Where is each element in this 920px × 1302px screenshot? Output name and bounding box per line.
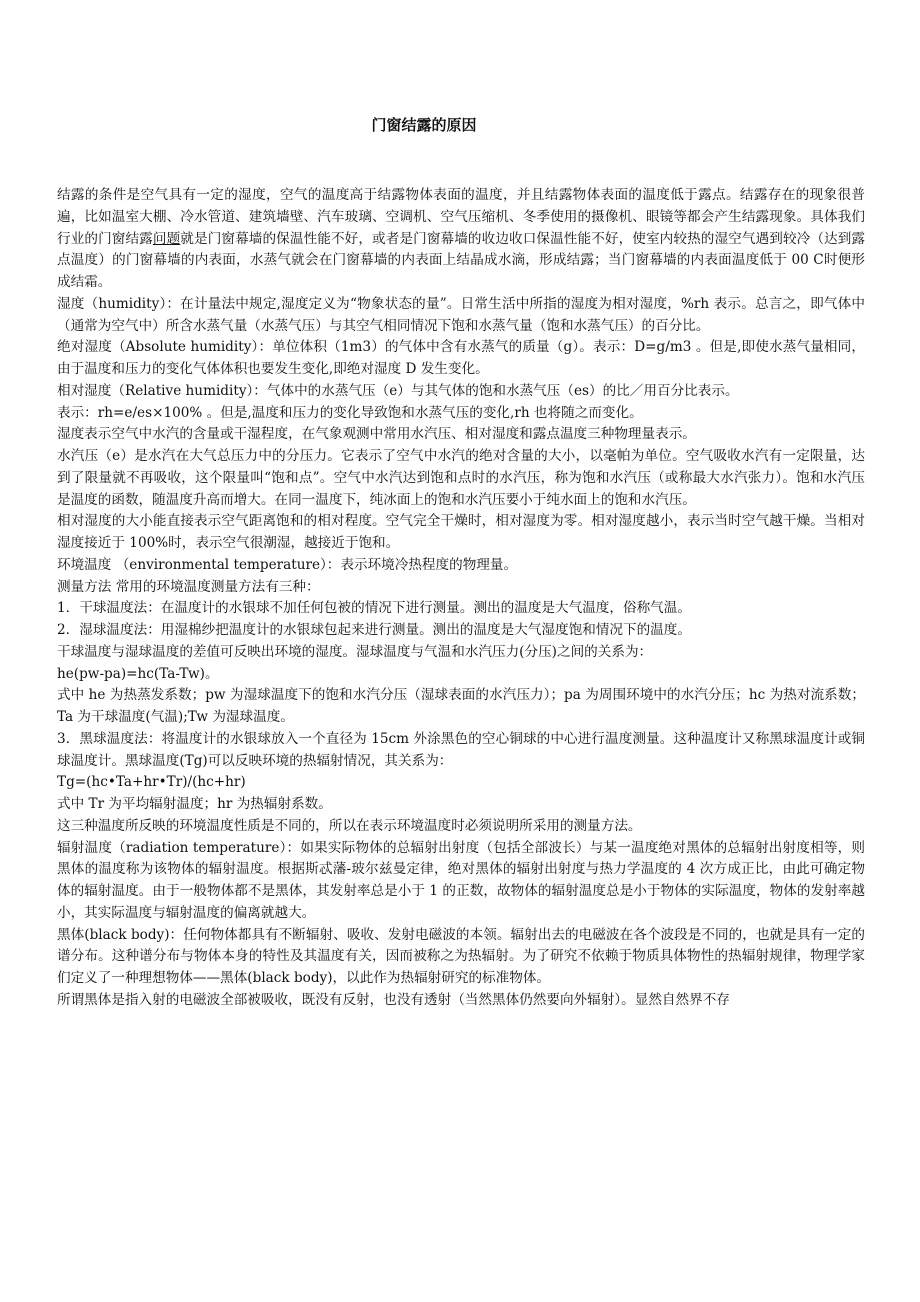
- paragraph-condensation: [57, 185, 865, 294]
- underlined-link-text[interactable]: 问题: [152, 230, 181, 247]
- paragraph-methods-note: 这三种温度所反映的环境温度性质是不同的，所以在表示环境温度时必须说明所采用的测量方法。: [57, 817, 642, 834]
- paragraph-method-wet-bulb: 2．湿球温度法：用湿棉纱把温度计的水银球包起来进行测量。测出的温度是大气湿度饱和情况下的温度。: [57, 622, 691, 638]
- paragraph-method-dry-bulb: 1．干球温度法：在温度计的水银球不加任何包被的情况下进行测量。测出的温度是大气温度，俗称气温。: [57, 600, 691, 617]
- paragraph-black-body: 黑体(black body)：任何物体都具有不断辐射、吸收、发射电磁波的本领。辐射出去的电磁波在各个波段是不同的，也就是具有一定的谱分布。这种谱分布与物体本身的特性及其温度有关，因而被称之为热辐射。为了研究不依赖于物质具体物性的热辐射规律，物理学家们定义了一种理想物体——黑体(black body)，以此作为热辐射研究的标准物体。: [57, 926, 865, 986]
- paragraph-humidity-expression: 湿度表示空气中水汽的含量或干湿程度，在气象观测中常用水汽压、相对湿度和露点温度三种物理量表示。: [57, 426, 696, 443]
- document-body: [57, 185, 865, 1012]
- paragraph-relative-humidity: 相对湿度（Relative humidity）：气体中的水蒸气压（e）与其气体的饱和水蒸气压（es）的比／用百分比表示。: [57, 382, 739, 399]
- paragraph-text: 就是门窗幕墙的保温性能不好，或者是门窗幕墙的收边收口保温性能不好，使室内较热的湿空气遇到较冷（达到露点温度）的门窗幕墙的内表面，水蒸气就会在门窗幕墙的内表面上结晶成水滴，形成结露；当门窗幕墙的内表面温度低于 00 C时便形成结霜。: [57, 230, 866, 290]
- paragraph-measure-methods: 测量方法 常用的环境温度测量方法有三种：: [57, 578, 320, 595]
- paragraph-relative-degree: 相对湿度的大小能直接表示空气距离饱和的相对程度。空气完全干燥时，相对湿度为零。相对湿度越小，表示当时空气越干燥。当相对湿度接近于 100%时，表示空气很潮湿，越接近于饱和。: [57, 513, 865, 551]
- paragraph-formula-black-globe: Tg=(hc•Ta+hr•Tr)/(hc+hr): [57, 774, 246, 791]
- paragraph-method-black-globe: 3．黑球温度法：将温度计的水银球放入一个直径为 15cm 外涂黑色的空心铜球的中心进行温度测量。这种温度计又称黑球温度计或铜球温度计。黑球温度(Tg)可以反映环境的热辐射情况，其关系为：: [57, 730, 865, 769]
- paragraph-dry-wet-difference: 干球温度与湿球温度的差值可反映出环境的湿度。湿球温度与气温和水汽压力(分压)之间的关系为：: [57, 643, 653, 660]
- paragraph-black-body-definition: 所谓黑体是指入射的电磁波全部被吸收，既没有反射，也没有透射（当然黑体仍然要向外辐射）。显然自然界不存: [57, 991, 730, 1008]
- document-title: 门窗结露的原因: [371, 116, 477, 134]
- paragraph-vapor-pressure: 水汽压（e）是水汽在大气总压力中的分压力。它表示了空气中水汽的绝对含量的大小，以毫帕为单位。空气吸收水汽有一定限量，达到了限量就不再吸收，这个限量叫“饱和点”。空气中水汽达到饱和点时的水汽压，称为饱和水汽压（或称最大水汽张力）。饱和水汽压是温度的函数，随温度升高而增大。在同一温度下，纯冰面上的饱和水汽压要小于纯水面上的饱和水汽压。: [57, 448, 865, 508]
- paragraph-formula-legend: 式中 he 为热蒸发系数；pw 为湿球温度下的饱和水汽分压（湿球表面的水汽压力）；pa 为周围环境中的水汽分压；hc 为热对流系数；Ta 为干球温度(气温);Tw 为湿球温度。: [57, 687, 865, 725]
- paragraph-humidity: 湿度（humidity）：在计量法中规定,湿度定义为“物象状态的量”。日常生活中所指的湿度为相对湿度，%rh 表示。总言之，即气体中（通常为空气中）所含水蒸气量（水蒸气压）与其空气相同情况下饱和水蒸气量（饱和水蒸气压）的百分比。: [57, 295, 865, 334]
- paragraph-rh-formula: 表示：rh=e/es×100% 。但是,温度和压力的变化导致饱和水蒸气压的变化,rh 也将随之而变化。: [57, 404, 643, 421]
- paragraph-radiation-temperature: 辐射温度（radiation temperature）：如果实际物体的总辐射出射度（包括全部波长）与某一温度绝对黑体的总辐射出射度相等，则黑体的温度称为该物体的辐射温度。根据斯忒藩-玻尔兹曼定律，绝对黑体的辐射出射度与热力学温度的 4 次方成正比，由此可确定物体的辐射温度。由于一般物体都不是黑体，其发射率总是小于 1 的正数，故物体的辐射温度总是小于物体的实际温度，物体的发射率越小，其实际温度与辐射温度的偏离就越大。: [57, 839, 865, 921]
- paragraph-absolute-humidity: 绝对湿度（Absolute humidity）：单位体积（1m3）的气体中含有水蒸气的质量（g）。表示：D=g/m3 。但是,即使水蒸气量相同，由于温度和压力的变化气体体积也要发生变化,即绝对湿度 D 发生变化。: [57, 339, 865, 377]
- paragraph-formula-wet-bulb: he(pw-pa)=hc(Ta-Tw)。: [57, 665, 219, 682]
- paragraph-formula-black-legend: 式中 Tr 为平均辐射温度；hr 为热辐射系数。: [57, 796, 332, 812]
- paragraph-text: 结露的条件是空气具有一定的湿度，空气的温度高于结露物体表面的温度，并且结露物体表面的温度低于露点。结露存在的现象很普遍，比如温室大棚、冷水管道、建筑墙壁、汽车玻璃、空调机、空气压缩机、冬季使用的摄像机、眼镜等都会产生结露现象。具体我们行业的门窗结露: [57, 187, 865, 247]
- paragraph-environment-temperature: 环境温度 （environmental temperature）：表示环境冷热程度的物理量。: [57, 556, 518, 573]
